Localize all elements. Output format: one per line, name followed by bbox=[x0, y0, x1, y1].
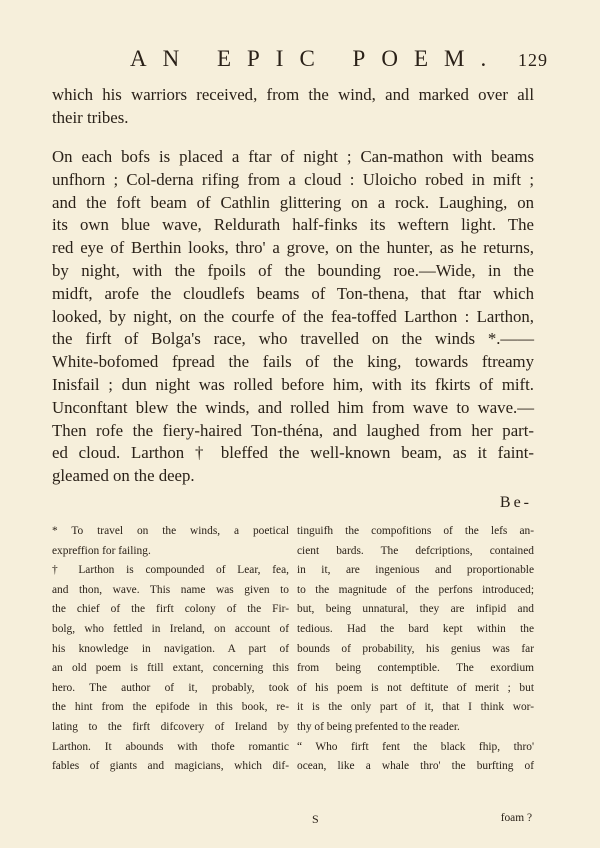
note-line: † Larthon is compounded of Lear, fea, bbox=[52, 564, 289, 577]
note-line: cient bards. The defcriptions, contained bbox=[297, 544, 534, 557]
note-line: an old poem is ftill extant, concerning this bbox=[52, 662, 289, 675]
note-line: but, being unnatural, they are infipid and bbox=[297, 603, 534, 616]
note-line: it is the only part of it, that I think wor- bbox=[297, 701, 534, 714]
text-line: Then rofe the fiery-haired Ton-théna, and laughed from her part- bbox=[52, 420, 534, 440]
footnotes-left-column bbox=[52, 522, 289, 777]
note-line: his knowledge in navigation. A part of bbox=[52, 642, 289, 655]
notes-catchword: foam ? bbox=[500, 812, 532, 824]
note-line: bounds of probability, his genius was far bbox=[297, 642, 534, 655]
footnotes-right-column bbox=[297, 522, 534, 777]
note-line: of his poem is not deftitute of merit ; but bbox=[297, 681, 534, 694]
note-line: in it, are ingenious and proportionable bbox=[297, 564, 534, 577]
signature-mark: S bbox=[312, 812, 319, 826]
note-line: tinguifh the compofitions of the lefs an- bbox=[297, 525, 534, 537]
note-line: hero. The author of it, probably, took bbox=[52, 681, 289, 694]
text-line: Inisfail ; dun night was rolled before him, with its fkirts of mift. bbox=[52, 374, 534, 394]
note-line: the chief of the firft colony of the Fir- bbox=[52, 603, 289, 616]
text-line: red eye of Berthin looks, thro' a grove, on the hunter, as he returns, bbox=[52, 238, 534, 258]
text-line: On each bofs is placed a ftar of night ; Can-mathon with beams bbox=[52, 147, 534, 166]
note-line: “ Who firft fent the black fhip, thro' bbox=[297, 740, 534, 753]
note-line: from being contemptible. The exordium bbox=[297, 662, 534, 675]
note-line: tedious. Had the bard kept within the bbox=[297, 622, 534, 635]
text-line: gleamed on the deep. bbox=[52, 466, 195, 486]
note-line: Larthon. It abounds with thofe romantic bbox=[52, 740, 289, 753]
header-title: AN EPIC POEM. bbox=[130, 46, 503, 71]
text-line: which his warriors received, from the wind, and marked over all bbox=[52, 85, 534, 104]
text-line: the firft of Bolga's race, who travelled on the winds *.—— bbox=[52, 329, 534, 349]
note-line: ocean, like a whale thro' the burfting of bbox=[297, 760, 534, 773]
text-line: midft, arofe the cloudlefs beams of Ton-thena, that ftar which bbox=[52, 283, 534, 303]
note-line: bolg, who fettled in Ireland, on account of bbox=[52, 622, 289, 635]
note-line: the hint from the epifode in this book, re- bbox=[52, 701, 289, 714]
text-line: ed cloud. Larthon † bleffed the well-known beam, as it faint- bbox=[52, 443, 534, 463]
note-line: fables of giants and magicians, which dif- bbox=[52, 760, 289, 773]
note-line: expreffion for failing. bbox=[52, 544, 151, 557]
text-line: their tribes. bbox=[52, 107, 129, 127]
note-line: to the magnitude of the perfons introduced; bbox=[297, 583, 534, 596]
text-line: unfhorn ; Col-derna rifing from a cloud : Uloicho robed in mift ; bbox=[52, 169, 534, 189]
text-line: looked, by night, on the courfe of the fea-toffed Larthon : Larthon, bbox=[52, 306, 534, 326]
note-line: thy of being prefented to the reader. bbox=[297, 720, 460, 733]
note-line: * To travel on the winds, a poetical bbox=[52, 525, 289, 537]
text-line: by night, with the fpoils of the bounding roe.—Wide, in the bbox=[52, 260, 534, 280]
page-number: 129 bbox=[518, 50, 548, 70]
catchword: Be- bbox=[499, 494, 532, 511]
footnotes bbox=[52, 522, 534, 777]
paragraph-1 bbox=[52, 84, 534, 130]
text-line: and the foft beam of Cathlin glittering on a rock. Laughing, on bbox=[52, 192, 534, 212]
text-line: White-bofomed fpread the fails of the king, towards ftreamy bbox=[52, 352, 534, 372]
paragraph-2 bbox=[52, 146, 534, 488]
running-header bbox=[130, 46, 548, 72]
note-line: lating to the firft difcovery of Ireland by bbox=[52, 720, 289, 733]
text-line: its own blue wave, Reldurath half-finks its weftern light. The bbox=[52, 215, 534, 235]
note-line: and thon, wave. This name was given to bbox=[52, 583, 289, 596]
text-line: Unconftant blew the winds, and rolled him from wave to wave.— bbox=[52, 397, 534, 417]
